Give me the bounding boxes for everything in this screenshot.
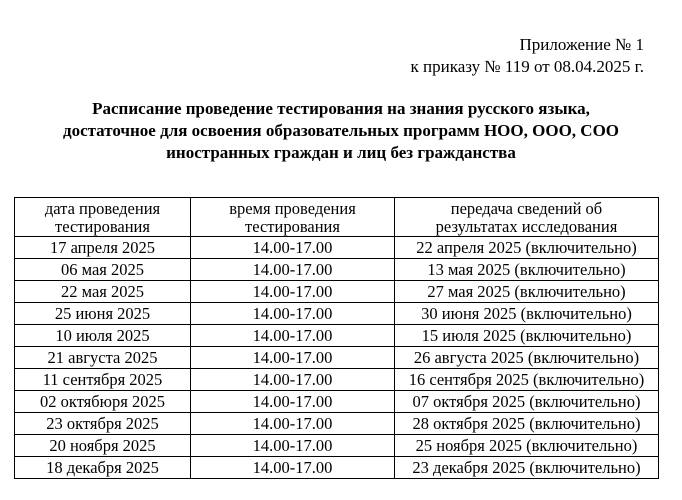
appendix-number: Приложение № 1 — [519, 35, 644, 54]
test-time-cell: 14.00-17.00 — [191, 369, 395, 391]
test-time-cell: 14.00-17.00 — [191, 347, 395, 369]
header-line: время проведения — [229, 199, 356, 218]
results-date-cell: 25 ноября 2025 (включительно) — [395, 435, 659, 457]
results-date-cell: 27 мая 2025 (включительно) — [395, 281, 659, 303]
document-title — [0, 98, 682, 164]
header-line: результатах исследования — [435, 217, 618, 236]
results-date-cell: 23 декабря 2025 (включительно) — [395, 457, 659, 479]
order-reference: к приказу № 119 от 08.04.2025 г. — [410, 57, 644, 76]
header-test-date — [15, 198, 191, 237]
results-date-cell: 07 октября 2025 (включительно) — [395, 391, 659, 413]
table-row — [15, 259, 659, 281]
table-row — [15, 457, 659, 479]
header-line: передача сведений об — [450, 199, 603, 218]
test-time-cell: 14.00-17.00 — [191, 281, 395, 303]
test-date-cell: 18 декабря 2025 — [15, 457, 191, 479]
title-line-2: достаточное для освоения образовательных программ НОО, ООО, СОО — [62, 121, 620, 140]
header-results-transfer — [395, 198, 659, 237]
test-time-cell: 14.00-17.00 — [191, 303, 395, 325]
test-time-cell: 14.00-17.00 — [191, 237, 395, 259]
test-date-cell: 11 сентября 2025 — [15, 369, 191, 391]
results-date-cell: 16 сентября 2025 (включительно) — [395, 369, 659, 391]
results-date-cell: 22 апреля 2025 (включительно) — [395, 237, 659, 259]
table-row — [15, 237, 659, 259]
title-line-1: Расписание проведение тестирования на знания русского языка, — [92, 99, 590, 118]
test-time-cell: 14.00-17.00 — [191, 413, 395, 435]
table-header-row — [15, 198, 659, 237]
test-date-cell: 02 октябюря 2025 — [15, 391, 191, 413]
schedule-table — [14, 197, 659, 479]
test-date-cell: 06 мая 2025 — [15, 259, 191, 281]
test-date-cell: 17 апреля 2025 — [15, 237, 191, 259]
results-date-cell: 28 октября 2025 (включительно) — [395, 413, 659, 435]
test-time-cell: 14.00-17.00 — [191, 435, 395, 457]
header-line: тестирования — [245, 217, 340, 236]
table-row — [15, 281, 659, 303]
test-date-cell: 10 июля 2025 — [15, 325, 191, 347]
test-time-cell: 14.00-17.00 — [191, 457, 395, 479]
table-row — [15, 391, 659, 413]
table-row — [15, 369, 659, 391]
test-date-cell: 21 августа 2025 — [15, 347, 191, 369]
results-date-cell: 13 мая 2025 (включительно) — [395, 259, 659, 281]
test-date-cell: 20 ноября 2025 — [15, 435, 191, 457]
test-date-cell: 23 октября 2025 — [15, 413, 191, 435]
appendix-reference — [411, 34, 644, 78]
test-date-cell: 22 мая 2025 — [15, 281, 191, 303]
test-date-cell: 25 июня 2025 — [15, 303, 191, 325]
test-time-cell: 14.00-17.00 — [191, 259, 395, 281]
header-test-time — [191, 198, 395, 237]
table-row — [15, 325, 659, 347]
table-row — [15, 413, 659, 435]
title-line-3: иностранных граждан и лиц без гражданства — [166, 143, 516, 162]
test-time-cell: 14.00-17.00 — [191, 325, 395, 347]
table-row — [15, 303, 659, 325]
header-line: дата проведения — [44, 199, 161, 218]
header-line: тестирования — [55, 217, 150, 236]
test-time-cell: 14.00-17.00 — [191, 391, 395, 413]
table-row — [15, 347, 659, 369]
results-date-cell: 15 июля 2025 (включительно) — [395, 325, 659, 347]
results-date-cell: 26 августа 2025 (включительно) — [395, 347, 659, 369]
table-row — [15, 435, 659, 457]
results-date-cell: 30 июня 2025 (включительно) — [395, 303, 659, 325]
